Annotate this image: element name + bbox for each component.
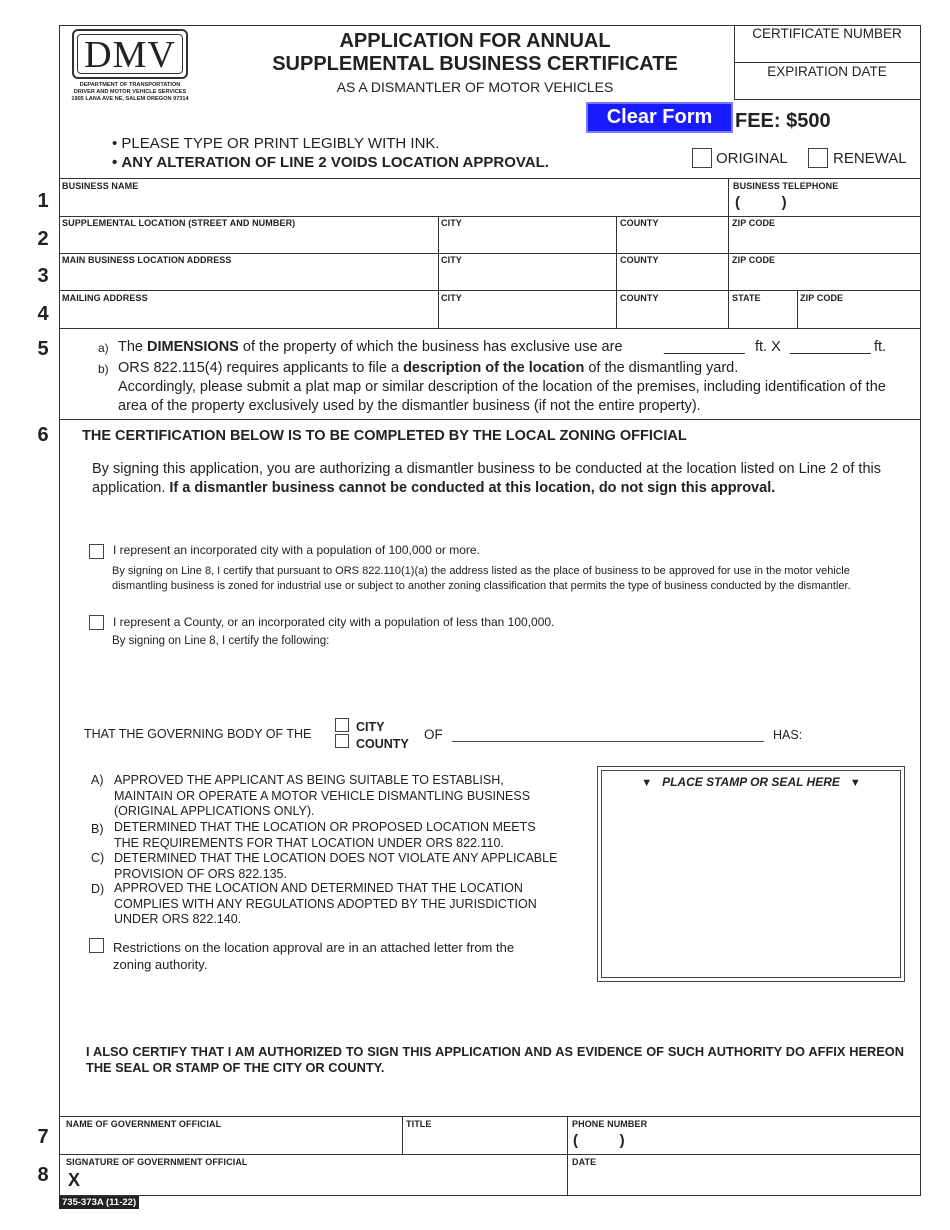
item-d-marker: D) [91, 882, 105, 896]
official-phone-parens: ( ) [573, 1132, 625, 1149]
business-name-label: BUSINESS NAME [62, 181, 139, 191]
of-label: OF [424, 727, 443, 742]
line5-a-post: of the property of which the business has exclusive use are [238, 339, 623, 355]
line2-county-input[interactable] [620, 231, 725, 251]
line8-top [59, 1154, 921, 1155]
down-arrow-icon: ▼ [641, 777, 653, 789]
agency-line: DRIVER AND MOTOR VEHICLE SERVICES [73, 89, 187, 95]
signature-label: SIGNATURE OF GOVERNMENT OFFICIAL [66, 1157, 248, 1167]
stamp-box-inner [601, 770, 901, 978]
line4-top [59, 290, 921, 291]
line5-dim-blank-2[interactable]: __________ [790, 339, 871, 355]
business-telephone-label: BUSINESS TELEPHONE [733, 181, 839, 191]
line5-ft-x: ft. X [755, 339, 781, 355]
expiration-date-label: EXPIRATION DATE [767, 64, 887, 79]
instruction-1-text: PLEASE TYPE OR PRINT LEGIBLY WITH INK. [121, 135, 440, 152]
line5-top [59, 328, 921, 329]
line3-county-input[interactable] [620, 268, 725, 288]
fee-label: FEE: $500 [735, 110, 831, 132]
county-small-city-detail: By signing on Line 8, I certify the following: [112, 635, 330, 647]
main-location-label: MAIN BUSINESS LOCATION ADDRESS [62, 255, 232, 265]
instruction-2-text: ANY ALTERATION OF LINE 2 VOIDS LOCATION APPROVAL. [121, 154, 549, 171]
official-phone-label: PHONE NUMBER [572, 1119, 648, 1129]
line3-zip-input[interactable] [732, 268, 917, 288]
instructions [112, 134, 549, 172]
business-telephone-input[interactable] [745, 194, 915, 214]
line5-a-marker: a) [98, 341, 109, 355]
line4-state-label: STATE [732, 293, 761, 303]
line2-zip-label: ZIP CODE [732, 218, 776, 228]
supplemental-location-label: SUPPLEMENTAL LOCATION (STREET AND NUMBER) [62, 218, 296, 228]
line5-a-bold: DIMENSIONS [147, 339, 239, 355]
line3-city-input[interactable] [441, 268, 613, 288]
line-number-1: 1 [37, 190, 49, 212]
agency-line: DEPARTMENT OF TRANSPORTATION [79, 82, 181, 88]
line5-a-text [118, 338, 623, 357]
line-number-2: 2 [37, 228, 49, 250]
city-checkbox[interactable] [335, 718, 349, 732]
date-label: DATE [572, 1157, 597, 1167]
line3-zip-label: ZIP CODE [732, 255, 776, 265]
right-border [920, 25, 921, 1196]
item-a-text: APPROVED THE APPLICANT AS BEING SUITABLE TO ESTABLISH, MAINTAIN OR OPERATE A MOTOR VEHICLE DISMANTLING BUSINESS (ORIGINAL APPLICATIONS ONLY). [114, 773, 531, 818]
line3-top [59, 253, 921, 254]
county-label: COUNTY [356, 737, 409, 751]
phone-date-divider [567, 1116, 568, 1196]
line4-city-label: CITY [441, 293, 462, 303]
signature-area[interactable] [90, 1170, 560, 1192]
original-label: ORIGINAL [716, 150, 788, 167]
county-small-city-checkbox[interactable] [89, 615, 104, 630]
line-number-7: 7 [37, 1126, 49, 1148]
large-city-option: I represent an incorporated city with a population of 100,000 or more. [113, 543, 480, 557]
line5-ft: ft. [874, 339, 887, 355]
official-name-input[interactable] [66, 1132, 398, 1152]
dmv-logo-text: DMV [77, 34, 183, 74]
col-divider-city [438, 216, 439, 328]
authority-certification: I ALSO CERTIFY THAT I AM AUTHORIZED TO SIGN THIS APPLICATION AND AS EVIDENCE OF SUCH AUTHORITY DO AFFIX HEREON THE SEAL OR STAMP OF THE CITY OR COUNTY. [86, 1044, 904, 1075]
form-subtitle: AS A DISMANTLER OF MOTOR VEHICLES [336, 79, 614, 95]
line-number-8: 8 [37, 1164, 49, 1186]
mailing-address-label: MAILING ADDRESS [62, 293, 148, 303]
line5-b-post: of the dismantling yard. [584, 360, 739, 376]
county-checkbox[interactable] [335, 734, 349, 748]
jurisdiction-line [452, 741, 764, 742]
business-name-input[interactable] [62, 194, 722, 214]
instruction-1: • PLEASE TYPE OR PRINT LEGIBLY WITH INK. [112, 135, 440, 152]
title-line-2: SUPPLEMENTAL BUSINESS CERTIFICATE [272, 53, 678, 75]
col-divider-zip [728, 178, 729, 328]
instruction-2: • ANY ALTERATION OF LINE 2 VOIDS LOCATION APPROVAL. [112, 154, 549, 171]
governing-body-label: THAT THE GOVERNING BODY OF THE [84, 727, 312, 741]
col-divider-state [797, 290, 798, 328]
stamp-label-row [597, 775, 905, 789]
item-b-text: DETERMINED THAT THE LOCATION OR PROPOSED LOCATION MEETS THE REQUIREMENTS FOR THAT LOCATION UNDER ORS 822.110. [114, 820, 536, 850]
item-c-marker: C) [91, 851, 105, 865]
signature-x-mark: X [68, 1170, 81, 1190]
official-title-input[interactable] [406, 1132, 564, 1152]
large-city-detail: By signing on Line 8, I certify that pursuant to ORS 822.110(1)(a) the address listed as the place of business to be approved for use in the motor vehicle dismantling business is zoned for industrial use or subject to another zoning classification that permits the type of business conducted by the dismantler. [112, 565, 851, 592]
city-label: CITY [356, 720, 385, 734]
form-title [230, 30, 720, 76]
original-checkbox[interactable] [692, 148, 712, 168]
item-d-text: APPROVED THE LOCATION AND DETERMINED THAT THE LOCATION COMPLIES WITH ANY REGULATIONS ADOPTED BY THE JURISDICTION UNDER ORS 822.140. [114, 881, 537, 926]
line6-top [59, 419, 921, 420]
line4-state-input[interactable] [732, 306, 794, 326]
line2-county-label: COUNTY [620, 218, 659, 228]
left-border [59, 25, 60, 1196]
line4-county-label: COUNTY [620, 293, 659, 303]
line2-zip-input[interactable] [732, 231, 917, 251]
down-arrow-icon: ▼ [849, 777, 861, 789]
date-input[interactable] [572, 1170, 914, 1192]
certification-paragraph-text: By signing this application, you are authorizing a dismantler business to be conducted at the location listed on Line 2 of this application. [92, 461, 881, 496]
cert-box-mid [734, 62, 920, 63]
item-a-marker: A) [91, 773, 104, 787]
line4-county-input[interactable] [620, 306, 725, 326]
certification-paragraph [92, 460, 881, 498]
item-b-marker: B) [91, 822, 104, 836]
renewal-label: RENEWAL [833, 150, 907, 167]
line4-zip-label: ZIP CODE [800, 293, 844, 303]
line2-city-input[interactable] [441, 231, 613, 251]
official-phone-input[interactable] [584, 1132, 914, 1152]
certification-paragraph-bold: If a dismantler business cannot be conducted at this location, do not sign this approval. [169, 480, 776, 496]
certification-heading: THE CERTIFICATION BELOW IS TO BE COMPLETED BY THE LOCAL ZONING OFFICIAL [82, 428, 687, 444]
county-small-city-option: I represent a County, or an incorporated city with a population of less than 100,000. [113, 615, 555, 629]
dmv-logo [72, 29, 188, 79]
renewal-checkbox[interactable] [808, 148, 828, 168]
jurisdiction-input[interactable] [455, 722, 761, 740]
line-number-4: 4 [37, 303, 49, 325]
line4-city-input[interactable] [441, 306, 613, 326]
agency-block [62, 82, 198, 103]
line5-b-line2: Accordingly, please submit a plat map or similar description of the location of the premises, including identification of the area of the property exclusively used by the dismantler business (if not the entire property). [118, 379, 886, 414]
line5-b-line1 [118, 359, 908, 378]
line5-b-bold: description of the location [403, 360, 585, 376]
line4-zip-input[interactable] [800, 306, 917, 326]
line5-b-text [118, 359, 908, 416]
agency-line: 1905 LANA AVE NE, SALEM OREGON 97314 [71, 96, 189, 102]
title-line-1: APPLICATION FOR ANNUAL [339, 30, 611, 52]
item-c-text: DETERMINED THAT THE LOCATION DOES NOT VIOLATE ANY APPLICABLE PROVISION OF ORS 822.135. [114, 851, 558, 881]
official-title-label: TITLE [406, 1119, 432, 1129]
has-label: HAS: [773, 728, 803, 742]
line-number-6: 6 [37, 424, 49, 446]
line7-top [59, 1116, 921, 1117]
line-number-5: 5 [37, 338, 49, 360]
title-divider [402, 1116, 403, 1154]
line3-city-label: CITY [441, 255, 462, 265]
clear-form-button[interactable]: Clear Form [586, 102, 733, 133]
cert-box-bottom [734, 99, 920, 100]
stamp-label: PLACE STAMP OR SEAL HERE [662, 775, 840, 789]
line2-top [59, 216, 921, 217]
main-location-input[interactable] [62, 268, 434, 288]
line-number-3: 3 [37, 265, 49, 287]
restrictions-text: Restrictions on the location approval are in an attached letter from the zoning authority. [113, 940, 515, 972]
restrictions-checkbox[interactable] [89, 938, 104, 953]
line5-b-pre: ORS 822.115(4) requires applicants to file a [118, 360, 404, 376]
official-name-label: NAME OF GOVERNMENT OFFICIAL [66, 1119, 222, 1129]
supplemental-location-input[interactable] [62, 231, 434, 251]
bottom-border [59, 1195, 921, 1196]
large-city-checkbox[interactable] [89, 544, 104, 559]
certificate-number-label: CERTIFICATE NUMBER [752, 26, 902, 41]
line2-city-label: CITY [441, 218, 462, 228]
line3-county-label: COUNTY [620, 255, 659, 265]
line1-top [59, 178, 921, 179]
col-divider-county [616, 216, 617, 328]
stamp-box-outer [597, 766, 905, 982]
form-number: 735-373A (11-22) [59, 1196, 139, 1209]
line5-dim-blank-1[interactable]: __________ [664, 339, 745, 355]
business-telephone-parens: ( ) [735, 194, 787, 211]
line5-a-pre: The [118, 339, 148, 355]
line5-b-marker: b) [98, 362, 109, 376]
mailing-address-input[interactable] [62, 306, 434, 326]
